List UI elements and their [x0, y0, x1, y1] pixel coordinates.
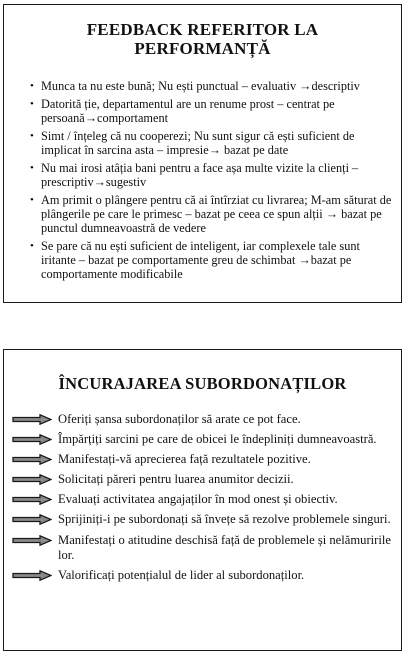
list-item	[30, 129, 393, 157]
right-arrow-icon	[12, 414, 52, 425]
list-item-text: Evaluați activitatea angajaților în mod onest și obiectiv.	[58, 492, 338, 507]
list-item	[12, 472, 397, 488]
list-item-text: Împărțiți sarcini pe care de obicei le îndepliniți dumneavoastră.	[58, 432, 377, 447]
list-item	[12, 432, 397, 448]
list-item	[12, 512, 397, 528]
list-item	[12, 452, 397, 468]
list-item-text: Sprijiniți-i pe subordonați să învețe să rezolve problemele singuri.	[58, 512, 391, 527]
slide-title: ÎNCURAJAREA SUBORDONAȚILOR	[58, 374, 347, 393]
right-arrow-icon	[12, 434, 52, 445]
list-item	[12, 492, 397, 508]
list-item-text: Datorită ție, departamentul are un renume prost – centrat pe persoană→comportament	[41, 96, 335, 125]
slide-incurajarea-subordonatilor	[3, 349, 402, 651]
list-item	[30, 79, 393, 93]
list-item-text: Manifestați o atitudine deschisă față de problemele și nelămuririle lor.	[58, 532, 391, 563]
list-item	[30, 97, 393, 125]
list-item-text: Am primit o plângere pentru că ai întîrziat cu livrarea; M-am săturat de plângerile pe care le primesc – bazat pe ceea ce spun alții → bazat pe punctul dumneavoastră de vedere	[41, 192, 392, 236]
list-item	[12, 412, 397, 428]
right-arrow-icon	[12, 494, 52, 505]
right-arrow-icon	[12, 454, 52, 465]
list-item-text: Valorificați potențialul de lider al subordonaților.	[58, 568, 305, 583]
list-item-text: Solicitați păreri pentru luarea anumitor decizii.	[58, 472, 294, 487]
bullet-dot-icon: •	[30, 161, 34, 174]
list-item-text: Nu mai irosi atâția bani pentru a face așa multe vizite la clienți – prescriptiv→sugestiv	[41, 160, 359, 189]
list-item-text: Manifestați-vă aprecierea față rezultatele pozitive.	[58, 452, 311, 467]
list-item	[12, 568, 397, 584]
bullet-dot-icon: •	[30, 97, 34, 110]
bullet-dot-icon: •	[30, 193, 34, 206]
list-item	[30, 193, 393, 236]
bullet-dot-icon: •	[30, 80, 34, 92]
list-item	[30, 161, 393, 189]
list-item	[30, 239, 393, 282]
right-arrow-icon	[12, 535, 52, 546]
right-arrow-icon	[12, 474, 52, 485]
list-item-text: Oferiți șansa subordonaților să arate ce pot face.	[58, 412, 301, 426]
bullet-dot-icon: •	[30, 240, 34, 252]
list-item-text: Se pare că nu ești suficient de inteligent, iar complexele tale sunt iritante – bazat pe comportamente greu de schimbat →bazat pe comportamente modificabile	[41, 239, 360, 282]
bullet-dot-icon: •	[30, 129, 34, 142]
list-item-text: Simt / înțeleg că nu cooperezi; Nu sunt sigur că ești suficient de implicat în sarcina asta – impresie→ bazat pe date	[41, 128, 355, 157]
slide-feedback-performanta	[3, 4, 402, 303]
list-item-text: Munca ta nu este bună; Nu ești punctual – evaluativ →descriptiv	[41, 79, 360, 93]
right-arrow-icon	[12, 514, 52, 525]
bullet-list	[30, 79, 393, 282]
list-item	[12, 533, 397, 564]
arrow-list	[12, 412, 397, 584]
right-arrow-icon	[12, 570, 52, 581]
slide-title: FEEDBACK REFERITOR LA PERFORMANȚĂ	[86, 20, 319, 58]
